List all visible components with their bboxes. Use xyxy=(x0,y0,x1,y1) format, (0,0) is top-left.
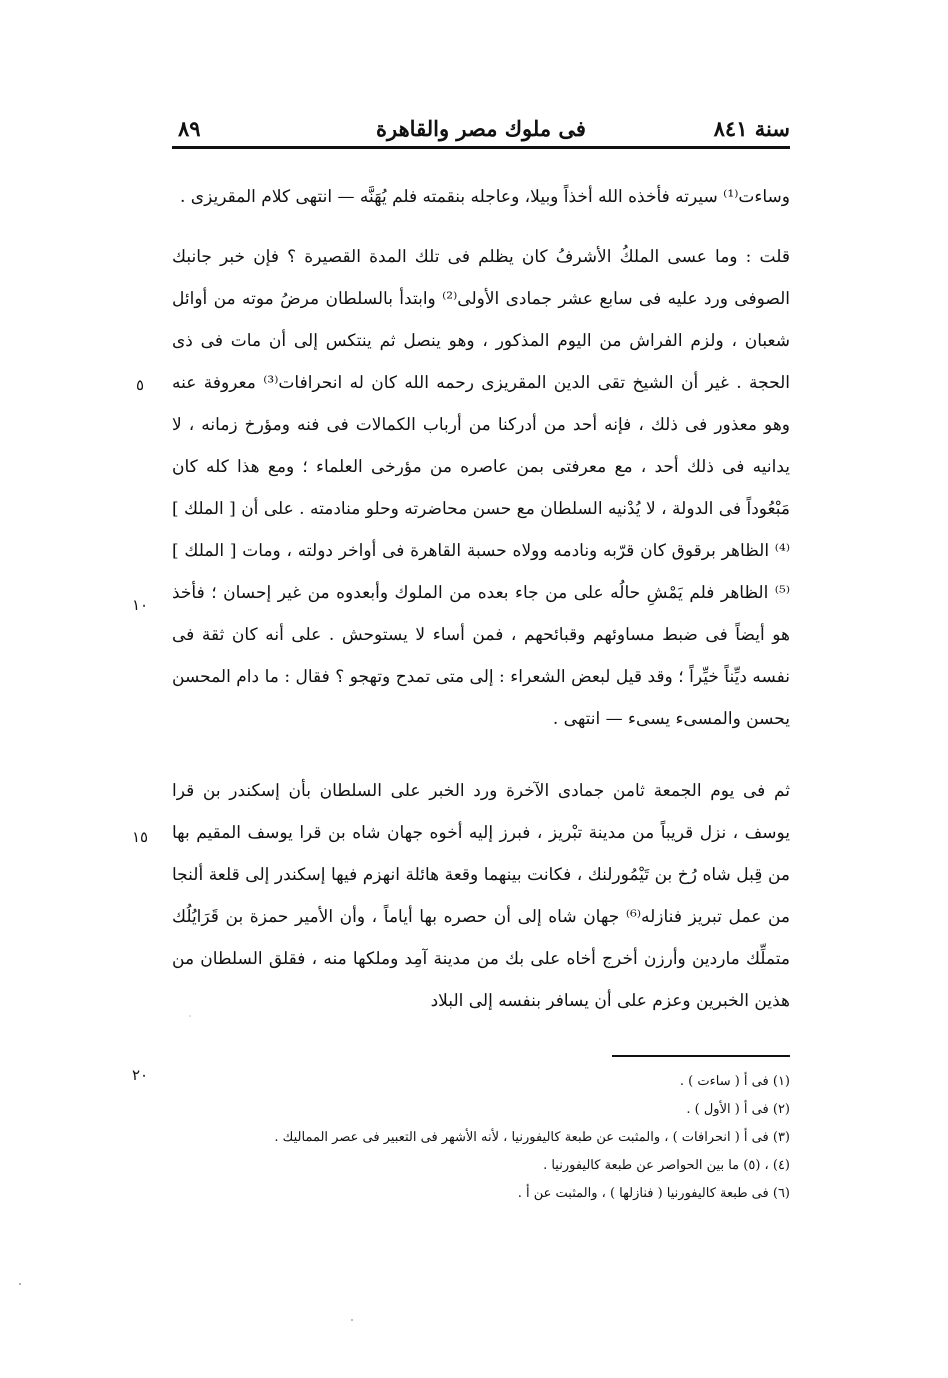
line-number-10: ١٠ xyxy=(131,596,149,614)
paragraph-3: ثم فى يوم الجمعة ثامن جمادى الآخرة ورد الخبر على السلطان بأن إسكندر بن قرا يوسف ، نزل قريباً من مدينة تبْريز ، فبرز إليه أخوه جهان شاه بن قرا يوسف المقيم بها من قِبل شاه رُخ بن تَيْمُورلنك ، فكانت بينهما وقعة هائلة انهزم فيها إسكندر إلى قلعة ألنجا من عمل تبريز فنازله⁽⁶⁾ جهان شاه إلى أن حصره بها أياماً ، وأن الأمير حمزة بن قَرَايُلُك متملِّك ماردين وأرزن أخرج أخاه على بك من مدينة آمِد وملكها منه ، فقلق السلطان من هذين الخبرين وعزم على أن يسافر بنفسه إلى البلاد xyxy=(172,781,790,1011)
header-title: فى ملوك مصر والقاهرة xyxy=(376,116,586,141)
page-number: ٨٩ xyxy=(178,116,201,141)
paragraph-1: وساءت⁽¹⁾ سيرته فأخذه الله أخذاً وبيلا، وعاجله بنقمته فلم يُهَنَّه — انتهى كلام المقريزى . xyxy=(179,187,790,207)
footnote-4: (٤) ، (٥) ما بين الحواصر عن طبعة كاليفورنيا . xyxy=(543,1158,790,1173)
footnote-2: (٢) فى أ ( الأول ) . xyxy=(686,1102,790,1117)
line-number-20: ٢٠ xyxy=(131,1066,149,1084)
line-number-15: ١٥ xyxy=(131,828,149,846)
line-number-5: ٥ xyxy=(135,376,145,394)
header-year: سنة ٨٤١ xyxy=(713,116,790,141)
footnote-1: (١) فى أ ( ساءت ) . xyxy=(679,1074,790,1089)
footnote-5: (٦) فى طبعة كاليفورنيا ( فنازلها ) ، والمثبت عن أ . xyxy=(517,1186,790,1201)
footnote-3: (٣) فى أ ( انحرافات ) ، والمثبت عن طبعة كاليفورنيا ، لأنه الأشهر فى التعبير فى عصر المماليك . xyxy=(274,1130,790,1145)
paragraph-2: قلت : وما عسى الملكُ الأشرفُ كان يظلم فى تلك المدة القصيرة ؟ فإن خبر جانبك الصوفى ورد عليه فى سابع عشر جمادى الأولى⁽²⁾ وابتدأ بالسلطان مرضُ موته من أوائل شعبان ، ولزم الفراش من اليوم المذكور ، وهو ينصل ثم ينتكس إلى أن مات فى ذى الحجة . غير أن الشيخ تقى الدين المقريزى رحمه الله كان له انحرافات⁽³⁾ معروفة عنه وهو معذور فى ذلك ، فإنه أحد من أدركنا من أرباب الكمالات فى فنه ومؤرخ زمانه ، لا يدانيه فى ذلك أحد ، مع معرفتى بمن عاصره من مؤرخى العلماء ؛ ومع هذا كله كان مَبْعُوداً فى الدولة ، لا يُدْنيه السلطان مع حسن محاضرته وحلو منادمته . على أن [ الملك ]⁽⁴⁾ الظاهر برقوق كان قرّبه ونادمه وولاه حسبة القاهرة فى أواخر دولته ، ومات [ الملك ]⁽⁵⁾ الظاهر فلم يَمْشِ حالُه على من جاء بعده من الملوك وأبعدوه من غير إحسان ؛ فأخذ هو أيضاً فى ضبط مساوئهم وقبائحهم ، فمن أساء لا يستوحش . على أنه كان ثقة فى نفسه ديِّناً خيِّراً ؛ وقد قيل لبعض الشعراء : إلى متى تمدح وتهجو ؟ فقال : ما دام المحسن يحسن والمسىء يسىء — انتهى . xyxy=(172,247,790,729)
